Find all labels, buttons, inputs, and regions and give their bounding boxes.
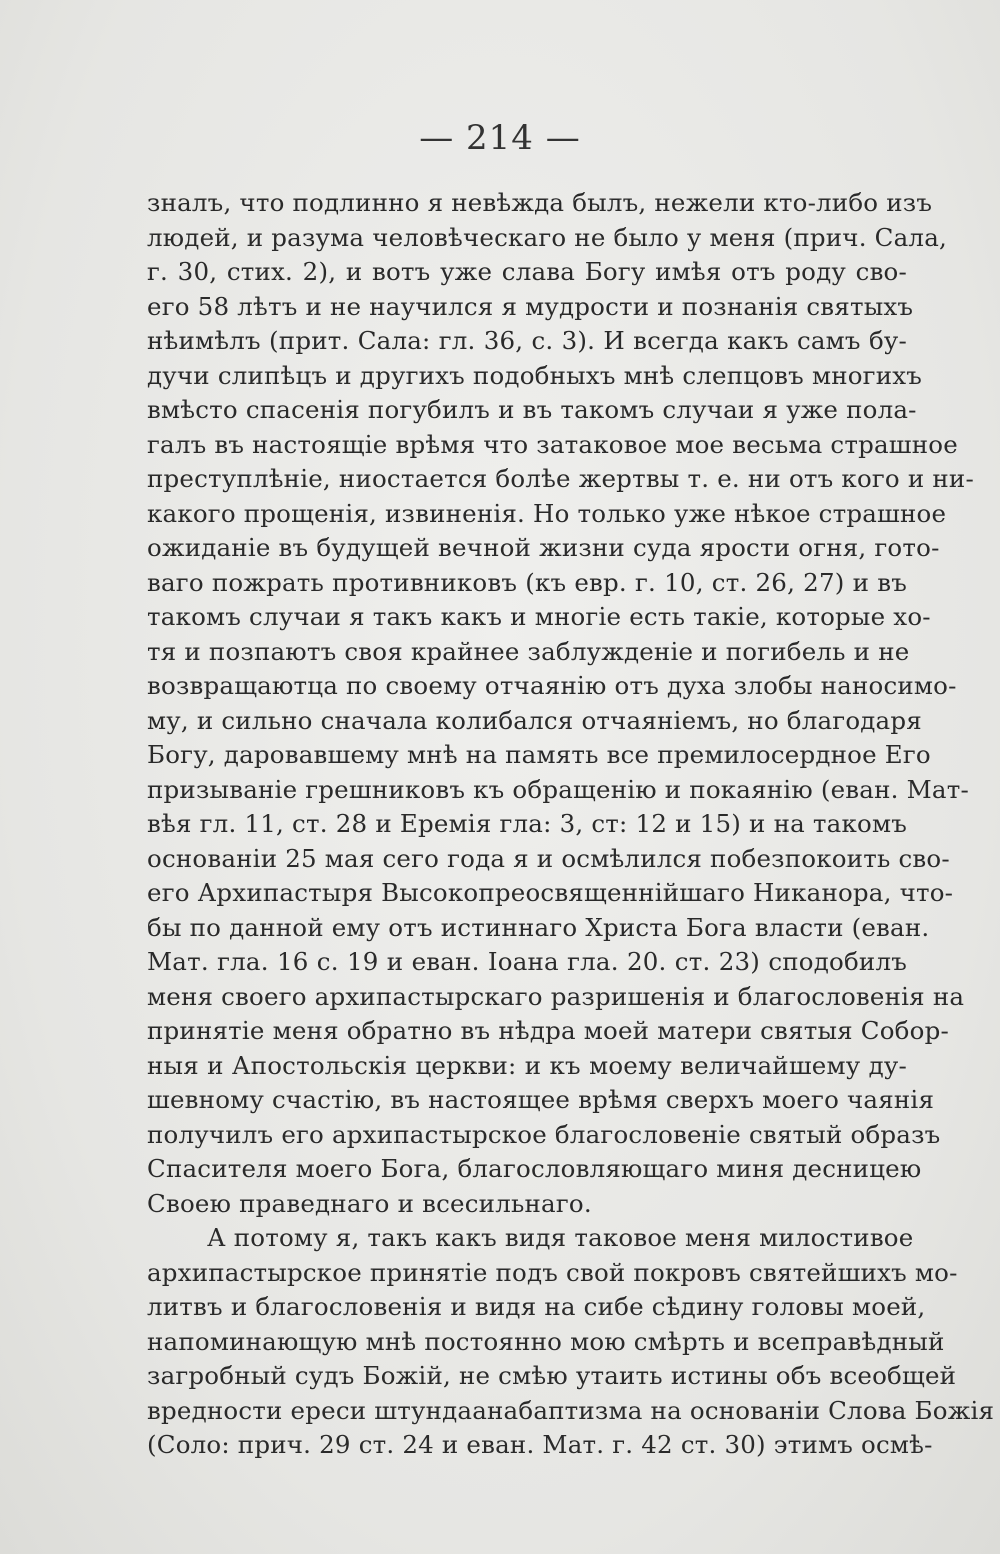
text-line: тя и позпаютъ своя крайнее заблужденіе и погибель и не	[147, 636, 910, 666]
text-line: получилъ его архипастырское благословеніе святый образъ	[147, 1119, 941, 1149]
text-line: галъ въ настоящіе врѣмя что затаковое мое весьма страшное	[147, 429, 958, 459]
text-line: архипастырское принятіе подъ свой покровъ святейшихъ мо-	[147, 1257, 958, 1287]
text-line: возвращаютца по своему отчаянію отъ духа злобы наносимо-	[147, 671, 957, 700]
text-line: литвъ и благословенія и видя на сибе сѣдину головы моей,	[147, 1292, 926, 1321]
text-line: людей, и разума человѣческаго не было у меня (прич. Сала,	[147, 222, 947, 252]
text-line: напоминающую мнѣ постоянно мою смѣрть и всеправѣдный	[147, 1326, 945, 1356]
text-line: такомъ случаи я такъ какъ и многіе есть такіе, которые хо-	[147, 602, 931, 631]
text-line: принятіе меня обратно въ нѣдра моей матери святыя Собор-	[147, 1016, 949, 1045]
text-line: Богу, даровавшему мнѣ на память все премилосердное Его	[147, 740, 931, 769]
text-line: му, и сильно сначала колибался отчаяніемъ, но благодаря	[147, 705, 922, 735]
text-line: зналъ, что подлинно я невѣжда былъ, нежели кто-либо изъ	[147, 188, 933, 217]
text-line: Мат. гла. 16 с. 19 и еван. Іоана гла. 20. ст. 23) сподобилъ	[147, 947, 907, 976]
text-line: загробный судъ Божій, не смѣю утаить истины объ всеобщей	[147, 1361, 957, 1390]
text-line: ожиданіе въ будущей вечной жизни суда ярости огня, гото-	[147, 533, 940, 562]
text-line: бы по данной ему отъ истиннаго Христа Бога власти (еван.	[147, 912, 930, 942]
text-line: меня своего архипастырскаго разришенія и благословенія на	[147, 981, 965, 1011]
text-line: какого прощенія, извиненія. Но только уже нѣкое страшное	[147, 498, 947, 528]
text-line: призываніе грешниковъ къ обращенію и покаянію (еван. Мат-	[147, 774, 969, 804]
text-line: вѣя гл. 11, ст. 28 и Еремія гла: 3, ст: 12 и 15) и на такомъ	[147, 809, 907, 838]
text-line: А потому я, такъ какъ видя таковое меня милостивое	[207, 1223, 914, 1252]
body-text	[147, 186, 995, 1463]
text-line: Своею праведнаго и всесильнаго.	[147, 1188, 592, 1218]
text-line: Спасителя моего Бога, благословляющаго миня десницею	[147, 1154, 922, 1183]
text-line: вмѣсто спасенія погубилъ и въ такомъ случаи я уже пола-	[147, 395, 917, 424]
text-line: (Соло: прич. 29 ст. 24 и еван. Мат. г. 42 ст. 30) этимъ осмѣ-	[147, 1430, 933, 1459]
text-line: преступлѣніе, ниостается болѣе жертвы т. е. ни отъ кого и ни-	[147, 464, 974, 493]
text-line: шевному счастію, въ настоящее врѣмя сверхъ моего чаянія	[147, 1085, 935, 1114]
page-number: — 214 —	[419, 118, 581, 158]
text-line: его 58 лѣтъ и не научился я мудрости и познанія святыхъ	[147, 291, 914, 321]
text-line: г. 30, стих. 2), и вотъ уже слава Богу имѣя отъ роду сво-	[147, 257, 907, 286]
text-line: основаніи 25 мая сего года я и осмѣлился побезпокоить сво-	[147, 843, 950, 873]
text-line: вредности ереси штундаанабаптизма на основаніи Слова Божія	[147, 1395, 995, 1425]
text-line: его Архипастыря Высокопреосвященнійшаго Никанора, что-	[147, 878, 954, 907]
text-line: ваго пожрать противниковъ (къ евр. г. 10, ст. 26, 27) и въ	[147, 567, 907, 597]
text-line: дучи слипѣцъ и другихъ подобныхъ мнѣ слепцовъ многихъ	[147, 360, 923, 390]
text-line: нѣимѣлъ (прит. Сала: гл. 36, с. 3). И всегда какъ самъ бу-	[147, 326, 907, 355]
text-line: ныя и Апостольскія церкви: и къ моему величайшему ду-	[147, 1050, 907, 1080]
